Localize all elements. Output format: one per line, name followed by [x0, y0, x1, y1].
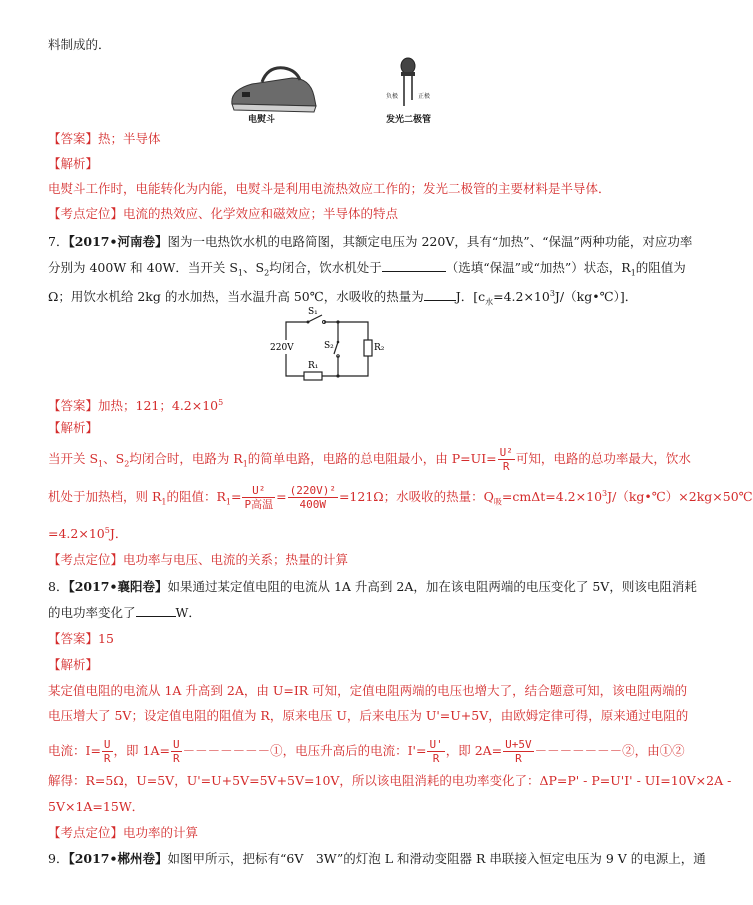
diode-pos-label: 正极 [418, 93, 431, 100]
q8-answer: 【答案】15 [48, 631, 114, 646]
q8-line2: 的电功率变化了 W． [48, 605, 201, 620]
s1-label: S₁ [308, 307, 318, 317]
q8-analysis-line1: 某定值电阻的电流从 1A 升高到 2A，由 U=IR 可知，定值电阻两端的电压也增大了，结合题意可知，该电阻两端的 [48, 683, 688, 698]
s2-label: S₂ [324, 341, 334, 351]
q7-analysis-line3: $=4.2\times 10^5J$． [48, 526, 128, 542]
q7-answer: 【答案】加热；121；$4.2\times 10^5$ [48, 398, 224, 414]
r1-label: R₁ [308, 361, 319, 371]
q8-analysis-tag: 【解析】 [48, 657, 99, 672]
q7-analysis-tag: 【解析】 [48, 420, 99, 435]
iron-caption: 电熨斗 [248, 115, 276, 125]
diode-neg-label: 负极 [386, 93, 399, 100]
q9-line1: 9．【2017•郴州卷】如图甲所示，把标有“6V 3W”的灯泡 L 和滑动变阻器 R 串联接入恒定电压为 9 V 的电源上，通 [48, 851, 706, 866]
q8-analysis-line5: 5V×1A=15W． [48, 799, 145, 814]
q7-analysis-line2: 机处于加热档，则 $R_1$的阻值：$R_1=$ $\frac{\text{U²}}{\text{P高温}}$ = $\frac{\text{(220V)²}}{400W}$ =121Ω；水吸收的热量：$Q_吸=cm\Delta t=4.2\times 10^3J/(kg•℃)\times 2kg\times 50℃$ [48, 484, 753, 511]
q7-line2: 分别为 400W 和 40W．当开关 $S_1$、$S_2$均闭合，饮水机处于 （选填“保温”或“加热”）状态，$R_1$的阻值为 [48, 260, 686, 278]
q8-analysis-line4: 解得：R=5Ω，U=5V，U'=U+5V=5V+5V=10V，所以该电阻消耗的电功率变化了：ΔP=P' - P=U'I' - UI=10V×2A - [48, 773, 732, 788]
diode-caption: 发光二极管 [386, 115, 432, 125]
q6-analysis-tag: 【解析】 [48, 156, 99, 171]
led-diode-figure [380, 54, 440, 110]
q7-point: 【考点定位】电功率与电压、电流的关系；热量的计算 [48, 552, 349, 567]
q7-analysis-line1: 当开关 $S_1$、$S_2$均闭合时，电路为 $R_1$的简单电路，电路的总电阻最小，由 P=UI= $\frac{\text{U²}}{R}$ 可知，电路的总功率最大，饮水 [48, 446, 691, 473]
q8-analysis-line3: 电流：I= $\frac{U}{R}$ ，即 1A= $\frac{U}{R}$ －－－－－－－①，电压升高后的电流：I'= $\frac{U'}{R}$ ，即 2A= $\frac{U+5V}{R}$ －－－－－－－②，由①② [48, 738, 685, 765]
q7-line1: 7．【2017•河南卷】图为一电热饮水机的电路简图，其额定电压为 220V，具有“加热”、“保温”两种功能，对应功率 [48, 234, 693, 249]
q8-analysis-line2: 电压增大了 5V；设定值电阻的阻值为 R，原来电压 U，后来电压为 U'=U+5V，由欧姆定律可得，原来通过电阻的 [48, 708, 689, 723]
top-line: 料制成的． [48, 37, 111, 52]
q6-point: 【考点定位】电流的热效应、化学效应和磁效应；半导体的特点 [48, 206, 399, 221]
r2-label: R₂ [374, 343, 385, 353]
q6-answer: 【答案】热；半导体 [48, 131, 161, 146]
q6-analysis: 电熨斗工作时，电能转化为内能，电熨斗是利用电流热效应工作的；发光二极管的主要材料是半导体． [48, 181, 611, 196]
q8-point: 【考点定位】电功率的计算 [48, 825, 199, 840]
q7-circuit-diagram [268, 304, 385, 382]
q7-line3: Ω；用饮水机给 2kg 的水加热，当水温升高 50℃，水吸收的热量为 J．$[c_水=4.2\times 10^3J/(kg•℃)]$． [48, 289, 638, 307]
voltage-label: 220V [270, 343, 294, 353]
q8-line1: 8．【2017•襄阳卷】如果通过某定值电阻的电流从 1A 升高到 2A，加在该电阻两端的电压变化了 5V，则该电阻消耗 [48, 579, 697, 594]
